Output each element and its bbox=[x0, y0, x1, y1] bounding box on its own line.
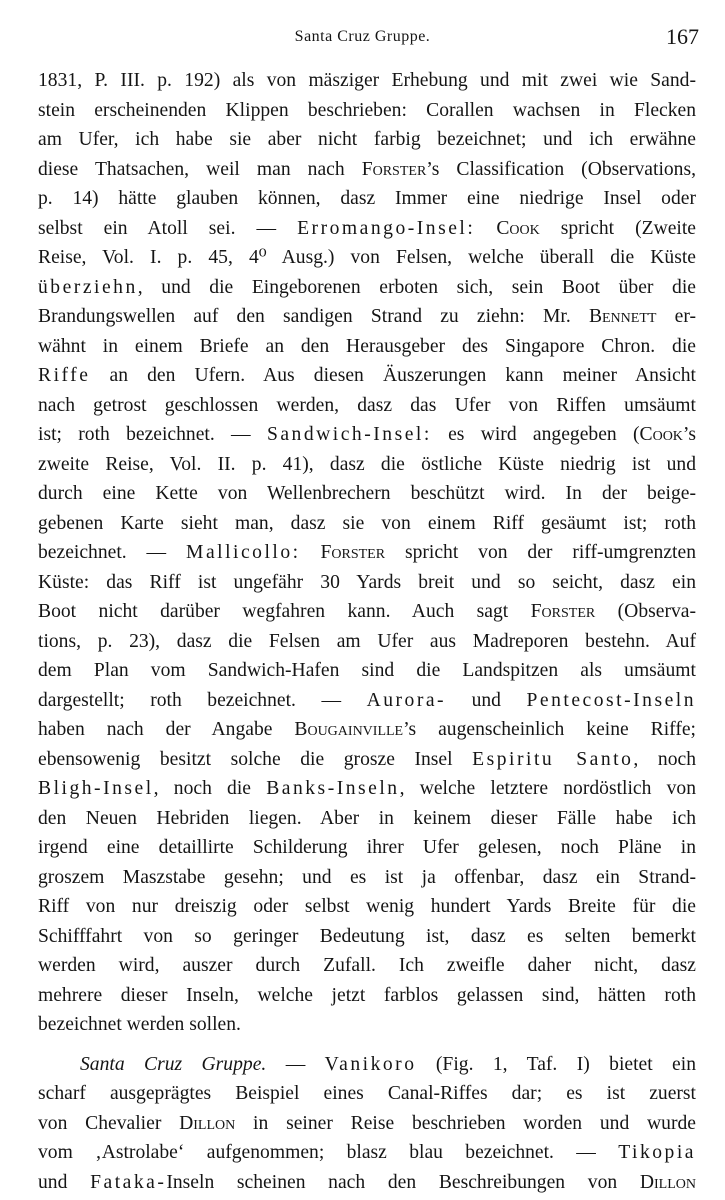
text-line bbox=[38, 804, 696, 834]
text-run: 1831, P. III. p. 192) als von mäsziger Erhebung und mit zwei wie Sand- bbox=[38, 70, 696, 91]
text-run: wähnt in einem Briefe an den Herausgeber des Singapore Chron. die bbox=[38, 335, 696, 357]
text-line bbox=[38, 715, 696, 745]
text-run: und bbox=[38, 1171, 91, 1193]
text-line bbox=[38, 981, 696, 1011]
text-run: Forster bbox=[320, 542, 386, 563]
text-line bbox=[38, 391, 696, 421]
text-run: gebenen Karte sieht man, dasz sie von einem Riff gesäumt ist; roth bbox=[38, 512, 696, 534]
text-run: Riffe bbox=[38, 365, 91, 386]
text-run: dargestellt; roth bezeichnet. — bbox=[38, 689, 367, 711]
running-title: Santa Cruz Gruppe. bbox=[294, 28, 431, 45]
text-run: werden wird, auszer durch Zufall. Ich zweifle daher nicht, dasz bbox=[38, 955, 696, 976]
page-number: 167 bbox=[666, 24, 699, 49]
text-run: groszem Maszstabe gesehn; und es ist ja offenbar, dasz ein Strand- bbox=[38, 866, 696, 888]
text-run: nach getrost geschlossen werden, dasz das Ufer von Riffen umsäumt bbox=[38, 394, 696, 416]
text-run: an den Ufern. Aus diesen Äuszerungen kann meiner Ansicht bbox=[90, 365, 696, 386]
text-line bbox=[38, 1010, 696, 1040]
text-line bbox=[38, 302, 696, 332]
text-run: , und die Eingeborenen erboten sich, sein Boot über die bbox=[137, 276, 696, 298]
text-line bbox=[38, 184, 696, 214]
text-run: ebensowenig besitzt solche die grosze Insel bbox=[38, 748, 473, 770]
text-run: Forster bbox=[530, 601, 596, 622]
text-run: bezeichnet werden sollen. bbox=[38, 1014, 241, 1035]
text-line bbox=[38, 774, 696, 804]
text-line bbox=[38, 273, 696, 303]
text-run: zweite Reise, Vol. II. p. 41), dasz die östliche Küste niedrig ist und bbox=[38, 453, 696, 475]
text-run: spricht von der riff-umgrenzten bbox=[385, 542, 696, 563]
text-run: p. 14) hätte glauben können, dasz Immer eine niedrige Insel oder bbox=[38, 188, 696, 209]
text-line bbox=[38, 66, 696, 96]
text-line bbox=[38, 686, 696, 716]
text-line bbox=[38, 214, 696, 244]
text-line bbox=[38, 361, 696, 391]
text-run: scharf ausgeprägtes Beispiel eines Canal-Riffes dar; es ist zuerst bbox=[38, 1083, 696, 1104]
text-run: , noch die bbox=[153, 778, 267, 799]
text-run: von Chevalier bbox=[38, 1112, 180, 1134]
text-run: ’s bbox=[682, 424, 696, 445]
text-line bbox=[38, 96, 696, 126]
text-run: selbst ein Atoll sei. — bbox=[38, 217, 298, 239]
text-run: Tikopia bbox=[618, 1142, 696, 1163]
text-line bbox=[38, 1168, 696, 1198]
text-line bbox=[38, 1138, 696, 1168]
text-run: (Fig. 1, Taf. I) bietet ein bbox=[416, 1053, 696, 1075]
text-run: bezeichnet. — bbox=[38, 542, 187, 563]
text-line bbox=[38, 538, 696, 568]
text-run: Fataka- bbox=[90, 1171, 167, 1193]
text-line bbox=[38, 155, 696, 185]
text-line bbox=[38, 745, 696, 775]
text-run: Bligh-Insel bbox=[38, 778, 154, 799]
text-line bbox=[38, 656, 696, 686]
text-run: Santa Cruz Gruppe. bbox=[80, 1053, 267, 1075]
text-run: Dillon bbox=[639, 1171, 696, 1193]
text-run: es wird angegeben ( bbox=[431, 424, 640, 445]
text-run: Küste: das Riff ist ungefähr 30 Yards breit und so seicht, dasz ein bbox=[38, 571, 696, 593]
text-run: er- bbox=[656, 306, 696, 327]
text-run: am Ufer, ich habe sie aber nicht farbig bezeichnet; und ich erwähne bbox=[38, 129, 696, 150]
text-run: Cook bbox=[639, 424, 683, 445]
text-line bbox=[38, 568, 696, 598]
text-run: Erromango-Insel: bbox=[297, 217, 476, 239]
text-run: Vanikoro bbox=[324, 1053, 417, 1075]
text-run: Reise, Vol. I. p. 45, 4⁰ Ausg.) von Felsen, welche überall die Küste bbox=[38, 247, 696, 268]
text-run: vom ‚Astrolabe‘ aufgenommen; blasz blau bezeichnet. — bbox=[38, 1142, 619, 1163]
text-line bbox=[38, 863, 696, 893]
text-run: Pentecost-Inseln bbox=[526, 689, 697, 711]
text-line bbox=[38, 450, 696, 480]
text-line bbox=[38, 951, 696, 981]
text-run: Espiritu Santo bbox=[472, 748, 634, 770]
text-run: dem Plan vom Sandwich-Hafen sind die Landspitzen als umsäumt bbox=[38, 660, 696, 681]
text-line bbox=[38, 332, 696, 362]
text-line bbox=[38, 833, 696, 863]
body-text bbox=[38, 66, 696, 1197]
text-run: Boot nicht darüber wegfahren kann. Auch sagt bbox=[38, 601, 531, 622]
text-line bbox=[38, 125, 696, 155]
text-run: überziehn bbox=[38, 276, 138, 298]
text-run: ’s Classification (Observations, bbox=[426, 158, 697, 180]
text-run: Banks-Inseln bbox=[266, 778, 400, 799]
text-run bbox=[301, 542, 321, 563]
text-line bbox=[38, 420, 696, 450]
text-line bbox=[38, 479, 696, 509]
text-line bbox=[38, 1050, 696, 1080]
text-run: , welche letztere nordöstlich von bbox=[399, 778, 696, 799]
text-run: spricht (Zweite bbox=[539, 217, 696, 239]
text-run: tions, p. 23), dasz die Felsen am Ufer aus Madreporen bestehn. Auf bbox=[38, 630, 696, 652]
text-run bbox=[475, 218, 496, 239]
text-line bbox=[38, 243, 696, 273]
text-line bbox=[38, 1079, 696, 1109]
text-line bbox=[38, 1109, 696, 1139]
text-run: Sandwich-Insel: bbox=[266, 424, 432, 445]
text-run: Inseln scheinen nach den Beschreibungen von bbox=[166, 1171, 640, 1193]
text-run: Brandungswellen auf den sandigen Strand zu ziehn: Mr. bbox=[38, 306, 589, 327]
text-line bbox=[38, 597, 696, 627]
text-run: Cook bbox=[496, 217, 540, 239]
text-run: irgend eine detaillirte Schilderung ihrer Ufer gelesen, noch Pläne in bbox=[38, 837, 696, 858]
text-line bbox=[38, 892, 696, 922]
text-run: und bbox=[446, 689, 527, 711]
text-run: in seiner Reise beschrieben worden und wurde bbox=[235, 1112, 696, 1134]
text-run: mehrere dieser Inseln, welche jetzt farblos gelassen sind, hätten roth bbox=[38, 984, 696, 1006]
text-run: ’s augenscheinlich keine Riffe; bbox=[403, 719, 696, 740]
text-line bbox=[38, 627, 696, 657]
text-run: Schifffahrt von so geringer Bedeutung ist, dasz es selten bemerkt bbox=[38, 925, 696, 947]
text-run: Mallicollo: bbox=[186, 542, 301, 563]
text-run: Bennett bbox=[588, 306, 657, 327]
text-run: (Observa- bbox=[595, 601, 696, 622]
text-run: stein erscheinenden Klippen beschrieben: Corallen wachsen in Flecken bbox=[38, 99, 696, 121]
text-run: Bougainville bbox=[294, 719, 404, 740]
text-run: Forster bbox=[361, 158, 427, 180]
text-run: ist; roth bezeichnet. — bbox=[38, 424, 267, 445]
text-line bbox=[38, 509, 696, 539]
text-run: haben nach der Angabe bbox=[38, 719, 295, 740]
text-line bbox=[38, 922, 696, 952]
text-run: — bbox=[266, 1053, 325, 1075]
text-run: durch eine Kette von Wellenbrechern beschützt wird. In der beige- bbox=[38, 483, 696, 504]
text-run: den Neuen Hebriden liegen. Aber in keinem dieser Fälle habe ich bbox=[38, 807, 696, 829]
text-run: diese Thatsachen, weil man nach bbox=[38, 158, 362, 180]
text-run: Riff von nur dreiszig oder selbst wenig hundert Yards Breite für die bbox=[38, 896, 696, 917]
text-run: Dillon bbox=[179, 1112, 236, 1134]
text-run: , noch bbox=[633, 748, 696, 770]
running-header bbox=[0, 24, 725, 54]
text-run: Aurora- bbox=[366, 689, 447, 711]
